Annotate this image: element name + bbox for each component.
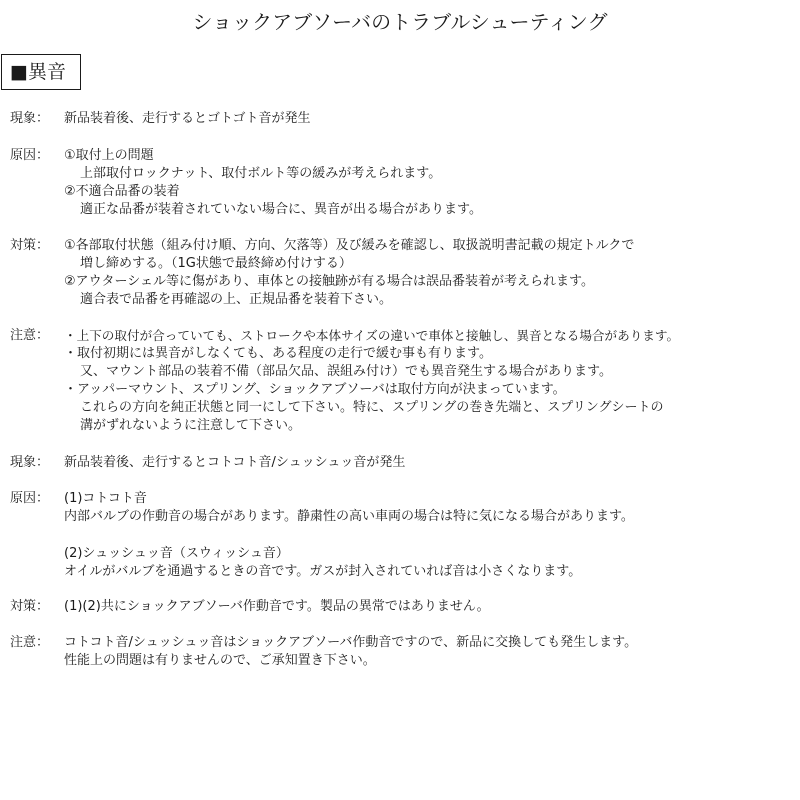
section-heading: ■異音 xyxy=(1,54,81,90)
text-chuui-2-b: 性能上の問題は有りませんので、ご承知置き下さい。 xyxy=(64,653,376,668)
text-chuui-1-c: 又、マウント部品の装着不備（部品欠品、誤組み付け）でも異音発生する場合があります。 xyxy=(80,364,612,379)
text-genshou-1: 新品装着後、走行するとゴトゴト音が発生 xyxy=(64,111,311,126)
text-genin-2-c: (2)シュッシュッ音（スウィッシュ音） xyxy=(64,546,289,561)
text-taisaku-1-b: 増し締めする。（1G状態で最終締め付けする） xyxy=(80,256,352,271)
text-genshou-2: 新品装着後、走行するとコトコト音/シュッシュッ音が発生 xyxy=(64,455,406,470)
label-genin-1: 原因： xyxy=(10,148,50,163)
text-genin-1-d: 適正な品番が装着されていない場合に、異音が出る場合があります。 xyxy=(80,202,482,217)
text-chuui-1-e: これらの方向を純正状態と同一にして下さい。特に、スプリングの巻き先端と、スプリングシートの xyxy=(80,400,664,415)
text-genin-1-c: ②不適合品番の装着 xyxy=(64,184,180,199)
text-chuui-1-f: 溝がずれないように注意して下さい。 xyxy=(80,418,302,433)
text-taisaku-1-c: ②アウターシェル等に傷があり、車体との接触跡が有る場合は誤品番装着が考えられます。 xyxy=(64,274,594,289)
text-genin-1-a: ①取付上の問題 xyxy=(64,148,154,163)
label-genin-2: 原因： xyxy=(10,491,50,506)
label-genshou-1: 現象： xyxy=(10,111,50,126)
text-chuui-1-a: ・上下の取付が合っていても、ストロークや本体サイズの違いで車体と接触し、異音となる場合があります。 xyxy=(64,328,680,343)
label-chuui-2: 注意： xyxy=(10,635,50,650)
text-genin-2-a: (1)コトコト音 xyxy=(64,491,147,506)
text-genin-2-d: オイルがバルブを通過するときの音です。ガスが封入されていれば音は小さくなります。 xyxy=(64,564,582,579)
label-taisaku-2: 対策： xyxy=(10,599,50,614)
text-chuui-1-b: ・取付初期には異音がしなくても、ある程度の走行で緩む事も有ります。 xyxy=(64,346,492,361)
label-chuui-1: 注意： xyxy=(10,328,50,343)
label-genshou-2: 現象： xyxy=(10,455,50,470)
text-genin-1-b: 上部取付ロックナット、取付ボルト等の緩みが考えられます。 xyxy=(80,166,442,181)
label-taisaku-1: 対策： xyxy=(10,238,50,253)
text-chuui-1-d: ・アッパーマウント、スプリング、ショックアブソーバは取付方向が決まっています。 xyxy=(64,382,566,397)
page-title: ショックアブソーバのトラブルシューティング xyxy=(192,10,608,34)
text-genin-2-b: 内部バルブの作動音の場合があります。静粛性の高い車両の場合は特に気になる場合があります。 xyxy=(64,509,634,524)
text-chuui-2-a: コトコト音/シュッシュッ音はショックアブソーバ作動音ですので、新品に交換しても発生します。 xyxy=(64,635,638,650)
text-taisaku-1-d: 適合表で品番を再確認の上、正規品番を装着下さい。 xyxy=(80,292,393,307)
text-taisaku-2: (1)(2)共にショックアブソーバ作動音です。製品の異常ではありません。 xyxy=(64,599,490,614)
text-taisaku-1-a: ①各部取付状態（組み付け順、方向、欠落等）及び緩みを確認し、取扱説明書記載の規定トルクで xyxy=(64,238,635,253)
